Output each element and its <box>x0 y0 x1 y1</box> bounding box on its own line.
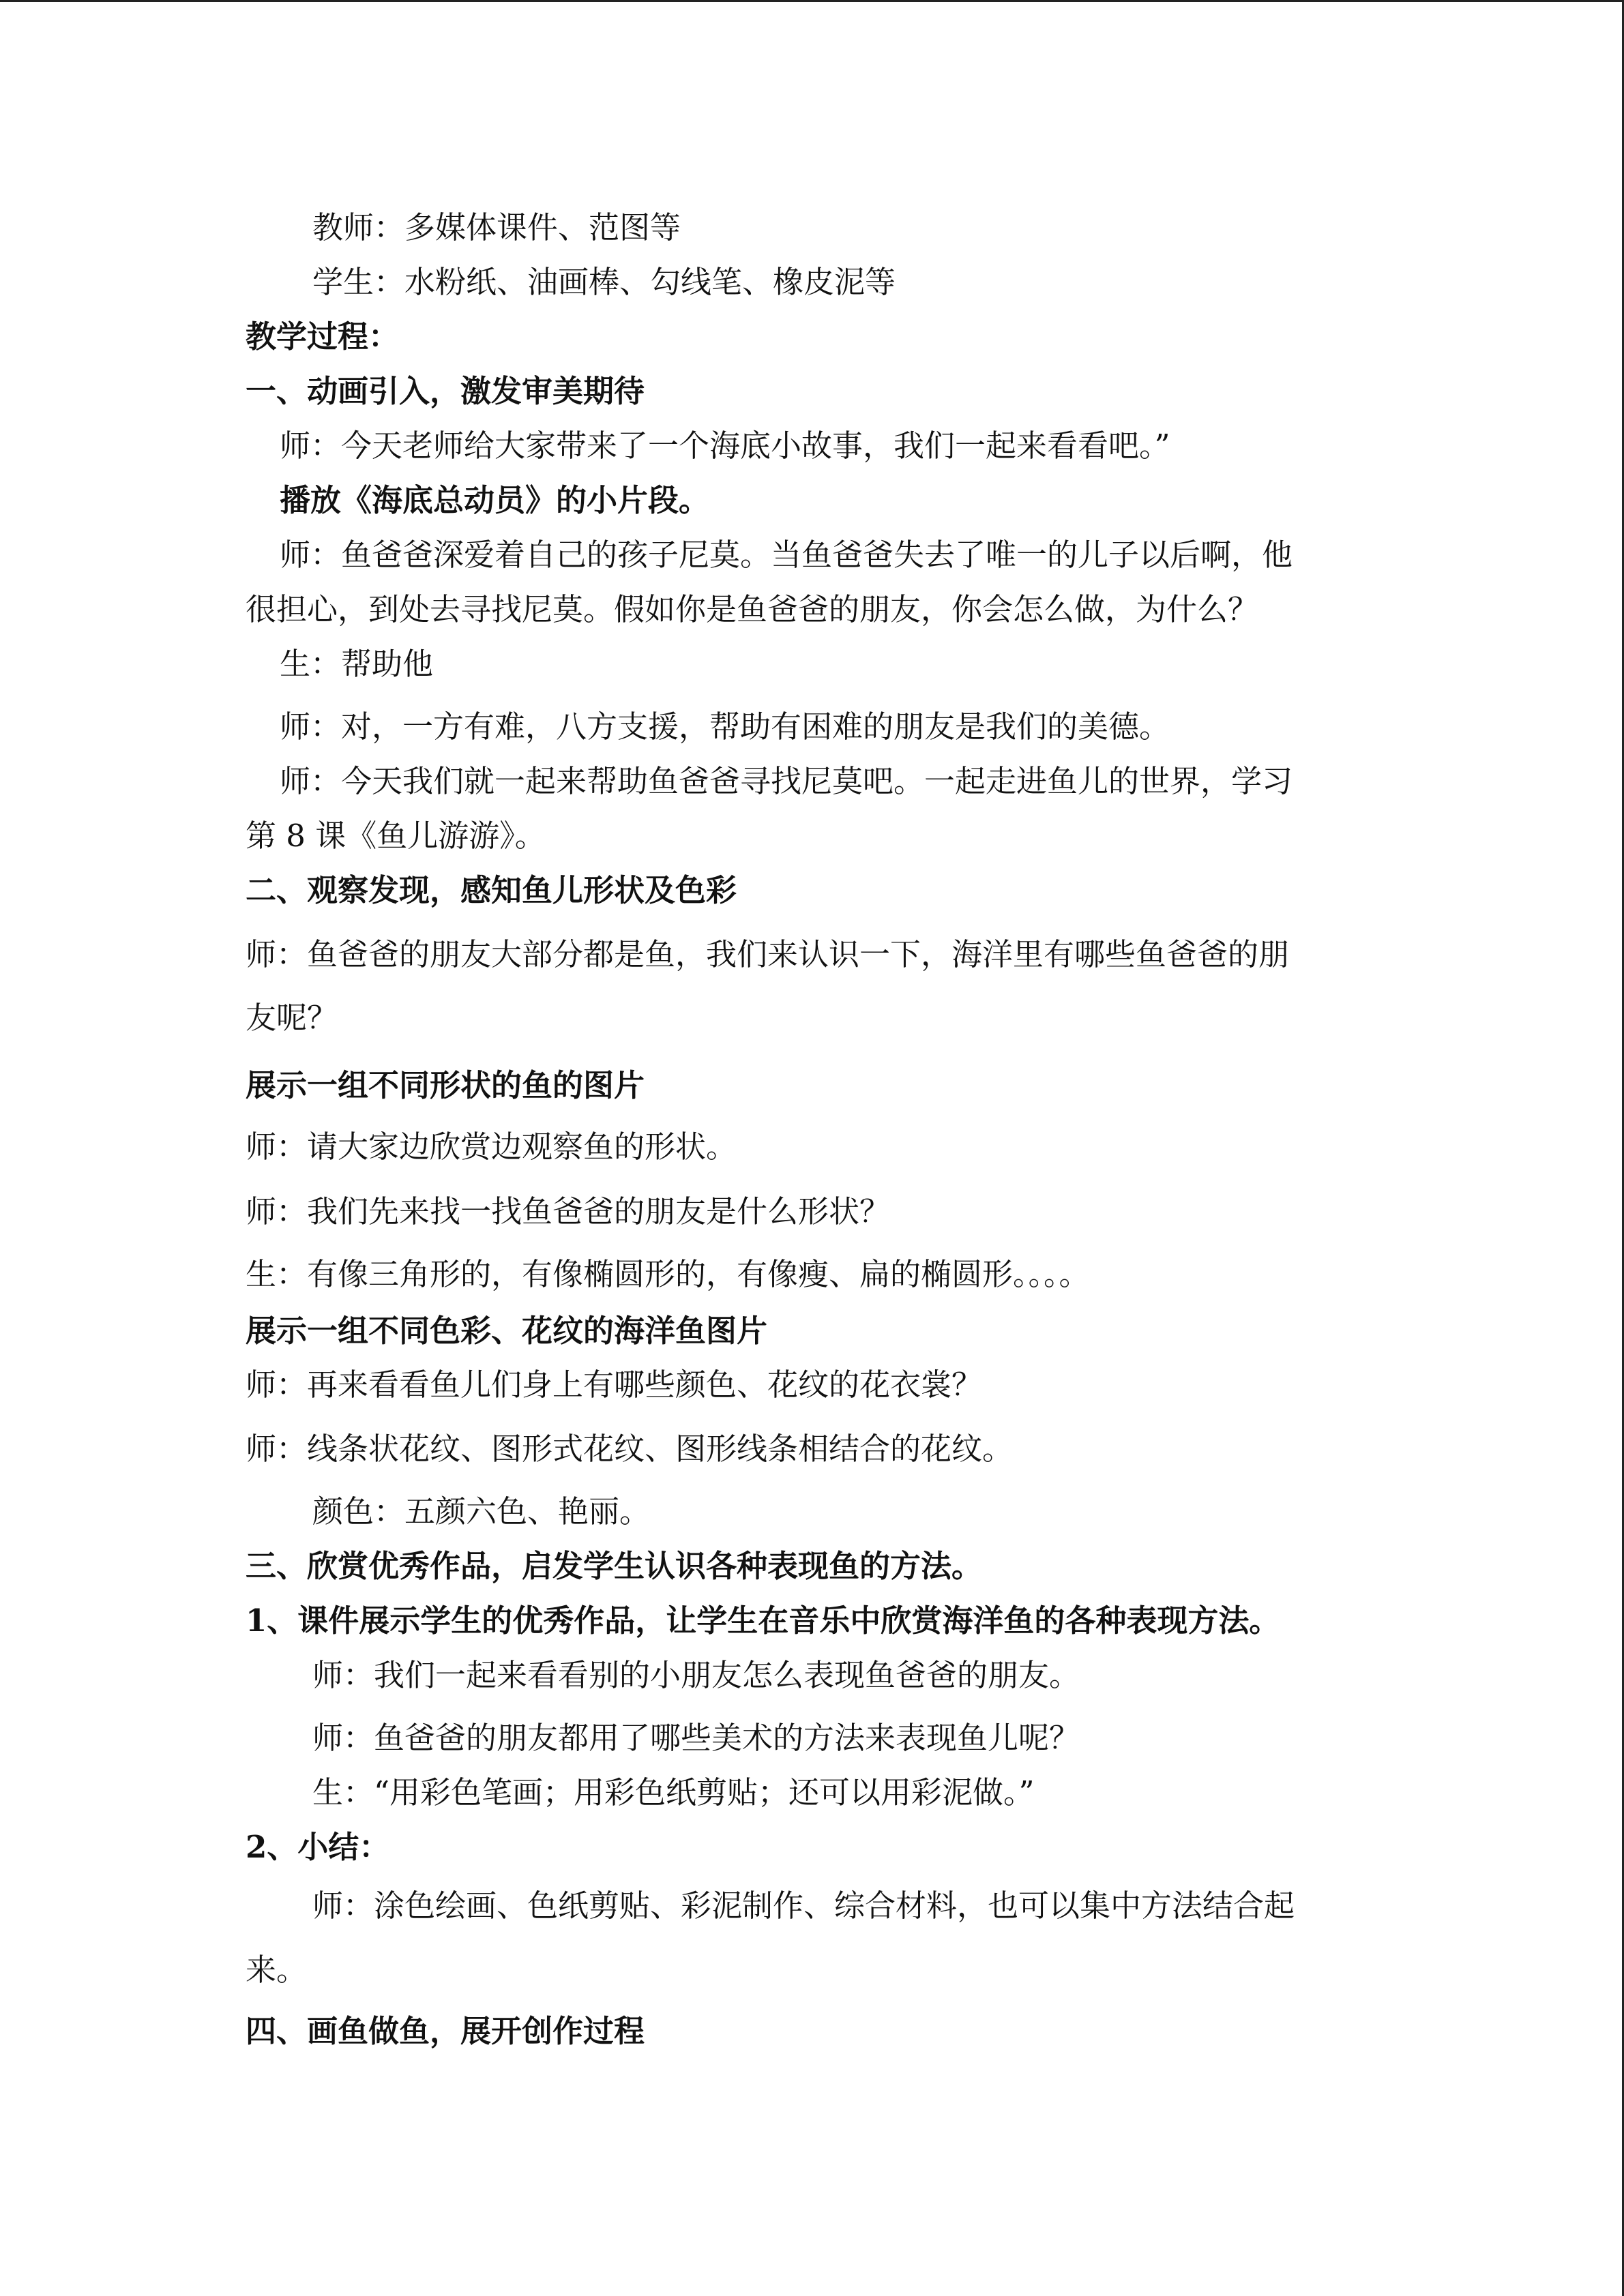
paragraph: 颜色：五颜六色、艳丽。 <box>312 1493 651 1530</box>
paragraph: 师：线条状花纹、图形式花纹、图形线条相结合的花纹。 <box>246 1431 1014 1467</box>
paragraph: 友呢？ <box>246 1000 338 1036</box>
paragraph: 师：鱼爸爸深爱着自己的孩子尼莫。当鱼爸爸失去了唯一的儿子以后啊，他 <box>280 537 1293 573</box>
subheading: 展示一组不同色彩、花纹的海洋鱼图片 <box>246 1313 768 1349</box>
process-heading: 教学过程： <box>246 318 400 355</box>
materials-student: 学生：水粉纸、油画棒、勾线笔、橡皮泥等 <box>312 264 896 300</box>
section-3-heading: 三、欣赏优秀作品，启发学生认识各种表现鱼的方法。 <box>246 1548 983 1584</box>
section-2-heading: 二、观察发现，感知鱼儿形状及色彩 <box>246 872 737 908</box>
materials-teacher: 教师：多媒体课件、范图等 <box>312 209 681 245</box>
subheading: 2、小结： <box>246 1829 390 1865</box>
paragraph: 师：今天老师给大家带来了一个海底小故事，我们一起来看看吧。” <box>280 428 1170 464</box>
paragraph: 师：对，一方有难，八方支援，帮助有困难的朋友是我们的美德。 <box>280 709 1170 745</box>
paragraph: 师：鱼爸爸的朋友大部分都是鱼，我们来认识一下，海洋里有哪些鱼爸爸的朋 <box>246 936 1290 972</box>
paragraph: 师：我们先来找一找鱼爸爸的朋友是什么形状？ <box>246 1193 891 1229</box>
paragraph: 师：再来看看鱼儿们身上有哪些颜色、花纹的花衣裳？ <box>246 1367 983 1403</box>
paragraph: 师：鱼爸爸的朋友都用了哪些美术的方法来表现鱼儿呢？ <box>312 1720 1080 1756</box>
subheading: 1、课件展示学生的优秀作品，让学生在音乐中欣赏海洋鱼的各种表现方法。 <box>246 1602 1280 1639</box>
paragraph: 师：今天我们就一起来帮助鱼爸爸寻找尼莫吧。一起走进鱼儿的世界，学习 <box>280 763 1293 799</box>
section-1-heading: 一、动画引入，激发审美期待 <box>246 373 645 409</box>
paragraph: 生：有像三角形的，有像椭圆形的，有像瘦、扁的椭圆形。。。。 <box>246 1256 1090 1292</box>
paragraph: 很担心，到处去寻找尼莫。假如你是鱼爸爸的朋友，你会怎么做，为什么？ <box>246 591 1259 627</box>
paragraph: 生：帮助他 <box>280 646 434 682</box>
paragraph: 第 8 课《鱼儿游游》。 <box>246 818 546 854</box>
section-4-heading: 四、画鱼做鱼，展开创作过程 <box>246 2013 645 2049</box>
page-border-top <box>0 0 1624 2</box>
paragraph: 师：我们一起来看看别的小朋友怎么表现鱼爸爸的朋友。 <box>312 1657 1080 1693</box>
subheading: 播放《海底总动员》的小片段。 <box>280 482 710 518</box>
subheading: 展示一组不同形状的鱼的图片 <box>246 1067 645 1103</box>
paragraph: 来。 <box>246 1952 308 1988</box>
paragraph: 生：“用彩色笔画；用彩色纸剪贴；还可以用彩泥做。” <box>312 1774 1035 1810</box>
paragraph: 师：请大家边欣赏边观察鱼的形状。 <box>246 1129 737 1165</box>
paragraph: 师：涂色绘画、色纸剪贴、彩泥制作、综合材料，也可以集中方法结合起 <box>312 1888 1295 1924</box>
